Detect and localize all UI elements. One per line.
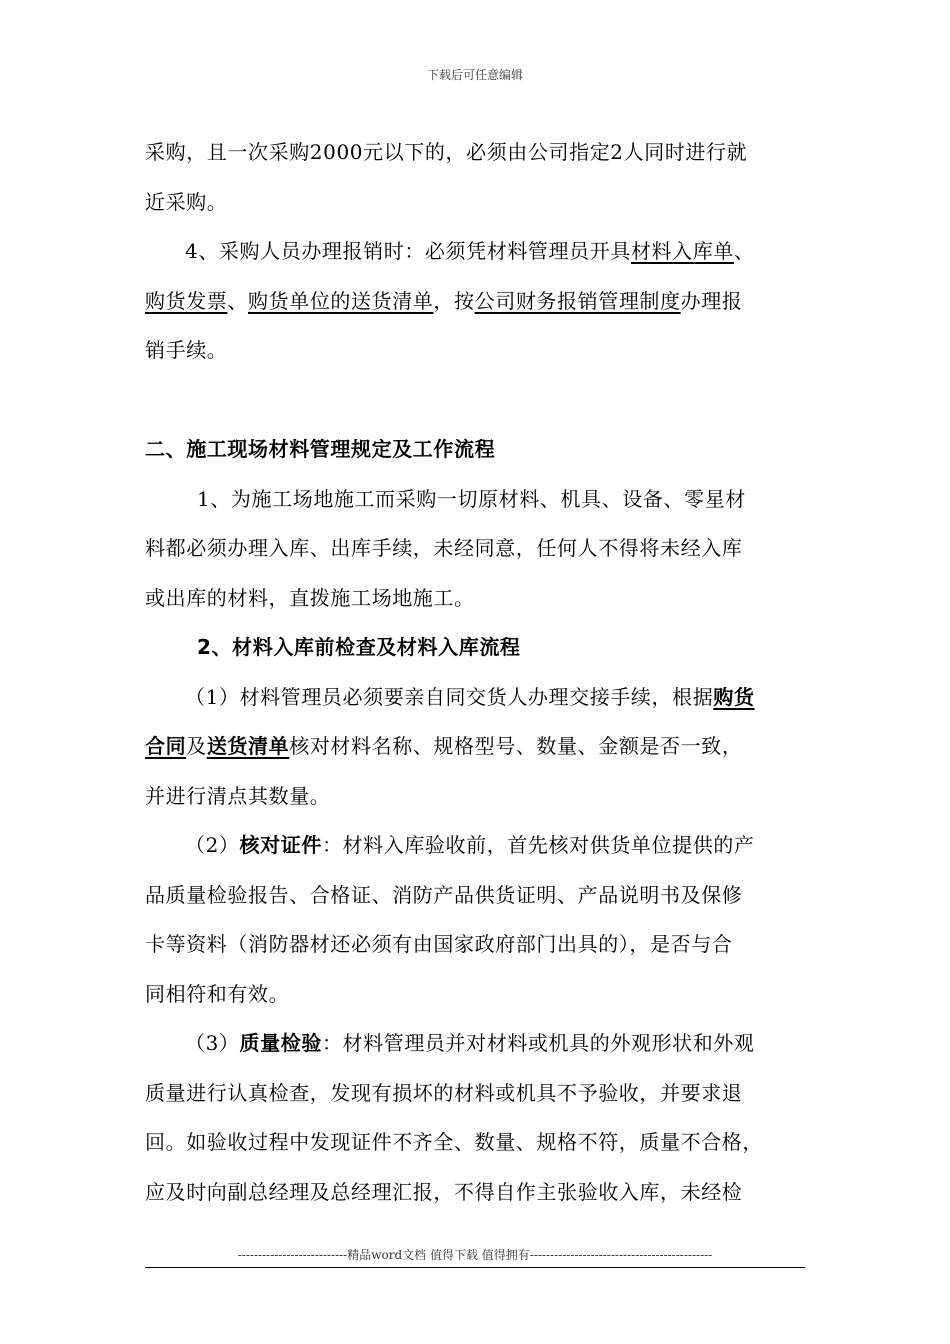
- subsection-heading: 2、材料入库前检查及材料入库流程: [197, 635, 521, 659]
- text-run: （2）: [185, 833, 240, 857]
- bold-term-verify-documents: 核对证件: [239, 833, 322, 857]
- underlined-term-material-receipt: 材料入库单: [630, 239, 734, 263]
- bold-underlined-term-contract: 合同: [145, 734, 187, 758]
- text-run: 、: [227, 288, 249, 313]
- paragraph-line: 近采购。: [145, 189, 228, 214]
- paragraph-line: 销手续。: [145, 338, 228, 362]
- item-2-line: 同相符和有效。: [145, 981, 290, 1006]
- reimbursement-paragraph-line: [145, 227, 805, 277]
- paragraph-line: 或出库的材料，直拨施工场地施工。: [145, 585, 475, 610]
- item-2-line: 品质量检验报告、合格证、消防产品供货证明、产品说明书及保修: [145, 882, 743, 907]
- page-footer: [145, 1246, 805, 1268]
- page-header: 下载后可任意编辑: [426, 68, 523, 82]
- section-heading: 二、施工现场材料管理规定及工作流程: [145, 437, 496, 461]
- text-run: 核对材料名称、规格型号、数量、金额是否一致，: [289, 734, 743, 758]
- text-run: 办理报: [680, 288, 743, 313]
- item-1-line: 并进行清点其数量。: [145, 783, 331, 808]
- item-2-line: [145, 821, 805, 871]
- text-run: ，按: [433, 288, 475, 313]
- item-2-line: 卡等资料（消防器材还必须有由国家政府部门出具的），是否与合: [145, 932, 733, 956]
- reimbursement-paragraph-line: [145, 277, 805, 327]
- bold-term-quality-inspection: 质量检验: [239, 1031, 322, 1055]
- text-run: ：材料管理员并对材料或机具的外观形状和外观: [321, 1031, 755, 1055]
- item-1-line: [145, 673, 805, 723]
- item-3-line: [145, 1019, 805, 1069]
- footer-text: ---------------------------精品word文档 值得下载 值得拥有---------------------------------------------: [237, 1248, 713, 1262]
- item-3-line: 质量进行认真检查，发现有损坏的材料或机具不予验收，并要求退: [145, 1080, 743, 1105]
- bold-underlined-term-delivery-list: 送货清单: [206, 734, 290, 758]
- text-run: ：材料入库验收前，首先核对供货单位提供的产: [321, 833, 755, 857]
- text-run: （1）材料管理员必须要亲自同交货人办理交接手续，根据: [185, 684, 714, 709]
- text-run: 4、采购人员办理报销时：必须凭材料管理员开具: [185, 239, 631, 263]
- item-3-line: 应及时向副总经理及总经理汇报，不得自作主张验收入库，未经检: [145, 1179, 743, 1204]
- paragraph-line: 料都必须办理入库、出库手续，未经同意，任何人不得将未经入库: [145, 536, 743, 560]
- paragraph-line: 1、为施工场地施工而采购一切原材料、机具、设备、零星材: [197, 486, 746, 511]
- text-run: 、: [733, 239, 755, 263]
- underlined-term-purchase-invoice: 购货发票: [145, 288, 228, 313]
- footer-divider: [145, 1267, 805, 1268]
- underlined-term-delivery-list: 购货单位的送货清单: [248, 288, 434, 313]
- document-body: [145, 128, 805, 1217]
- item-3-line: 回。如验收过程中发现证件不齐全、数量、规格不符，质量不合格，: [145, 1130, 763, 1154]
- item-1-line: [145, 722, 805, 772]
- text-run: （3）: [185, 1031, 240, 1055]
- underlined-term-finance-policy: 公司财务报销管理制度: [474, 288, 681, 313]
- paragraph-line: 采购，且一次采购2000元以下的，必须由公司指定2人同时进行就: [145, 140, 748, 164]
- blank-line: [145, 376, 805, 426]
- text-run: 及: [186, 734, 207, 758]
- bold-underlined-term-purchase-contract: 购货: [713, 684, 755, 709]
